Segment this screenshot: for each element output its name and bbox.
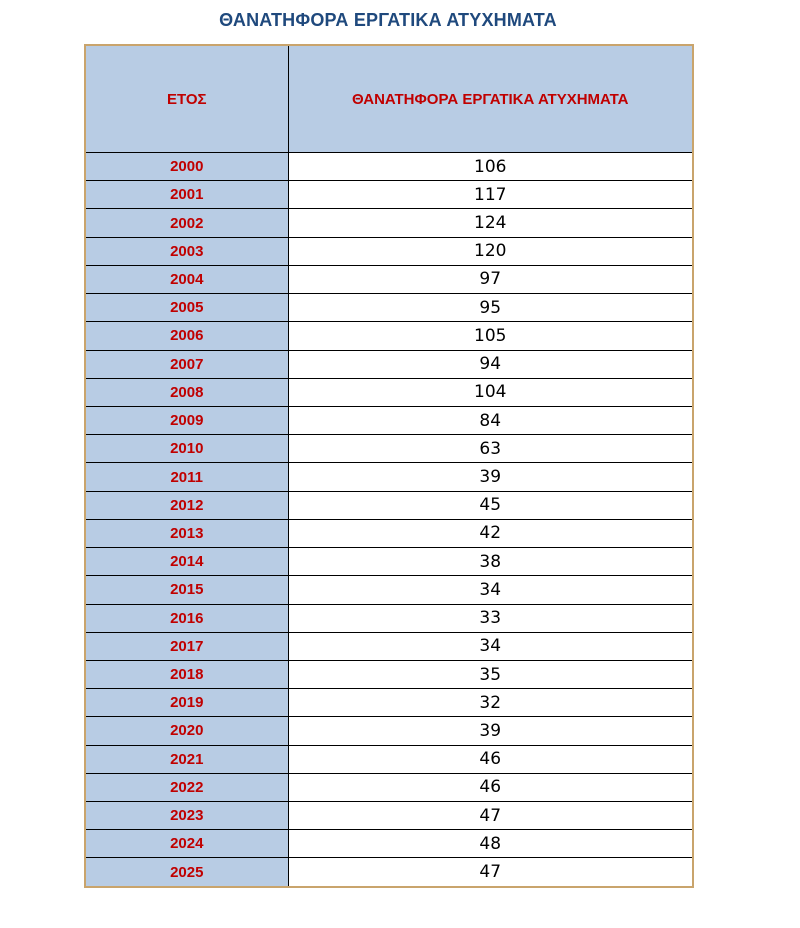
year-cell: 2008: [86, 378, 288, 406]
table-row: [86, 830, 692, 858]
table-row: [86, 153, 692, 181]
table-row: [86, 858, 692, 886]
table-row: [86, 660, 692, 688]
fatal-accidents-cell: 48: [288, 830, 692, 858]
fatal-accidents-cell: 46: [288, 745, 692, 773]
table-row: [86, 322, 692, 350]
year-cell: 2009: [86, 406, 288, 434]
header-year: ΕΤΟΣ: [86, 46, 288, 153]
year-cell: 2012: [86, 491, 288, 519]
fatal-accidents-cell: 46: [288, 773, 692, 801]
table-row: [86, 265, 692, 293]
table-row: [86, 463, 692, 491]
table-row: [86, 604, 692, 632]
year-cell: 2006: [86, 322, 288, 350]
year-cell: 2004: [86, 265, 288, 293]
table-row: [86, 519, 692, 547]
year-cell: 2025: [86, 858, 288, 886]
table-header-row: [86, 46, 692, 153]
year-cell: 2020: [86, 717, 288, 745]
fatal-accidents-table: [86, 46, 692, 886]
fatal-accidents-cell: 42: [288, 519, 692, 547]
table-row: [86, 548, 692, 576]
fatal-accidents-cell: 47: [288, 802, 692, 830]
year-cell: 2024: [86, 830, 288, 858]
fatal-accidents-cell: 124: [288, 209, 692, 237]
fatal-accidents-cell: 39: [288, 717, 692, 745]
fatal-accidents-cell: 47: [288, 858, 692, 886]
table-row: [86, 406, 692, 434]
fatal-accidents-cell: 35: [288, 660, 692, 688]
table-row: [86, 802, 692, 830]
fatal-accidents-cell: 45: [288, 491, 692, 519]
year-cell: 2023: [86, 802, 288, 830]
year-cell: 2001: [86, 181, 288, 209]
table-row: [86, 378, 692, 406]
table-row: [86, 350, 692, 378]
fatal-accidents-cell: 32: [288, 689, 692, 717]
year-cell: 2005: [86, 294, 288, 322]
year-cell: 2022: [86, 773, 288, 801]
year-cell: 2011: [86, 463, 288, 491]
year-cell: 2017: [86, 632, 288, 660]
fatal-accidents-cell: 97: [288, 265, 692, 293]
table-row: [86, 491, 692, 519]
year-cell: 2014: [86, 548, 288, 576]
year-cell: 2018: [86, 660, 288, 688]
fatal-accidents-cell: 104: [288, 378, 692, 406]
fatal-accidents-cell: 94: [288, 350, 692, 378]
header-fatal-accidents: ΘΑΝΑΤΗΦΟΡΑ ΕΡΓΑΤΙΚΑ ΑΤΥΧΗΜΑΤΑ: [288, 46, 692, 153]
table-row: [86, 632, 692, 660]
fatal-accidents-cell: 84: [288, 406, 692, 434]
table-row: [86, 435, 692, 463]
table-row: [86, 209, 692, 237]
fatal-accidents-cell: 117: [288, 181, 692, 209]
fatal-accidents-cell: 39: [288, 463, 692, 491]
page-title: ΘΑΝΑΤΗΦΟΡΑ ΕΡΓΑΤΙΚΑ ΑΤΥΧΗΜΑΤΑ: [219, 10, 557, 30]
table-row: [86, 576, 692, 604]
fatal-accidents-cell: 95: [288, 294, 692, 322]
fatal-accidents-table-frame: [84, 44, 694, 888]
year-cell: 2002: [86, 209, 288, 237]
fatal-accidents-cell: 38: [288, 548, 692, 576]
fatal-accidents-cell: 34: [288, 576, 692, 604]
year-cell: 2013: [86, 519, 288, 547]
fatal-accidents-cell: 33: [288, 604, 692, 632]
fatal-accidents-cell: 34: [288, 632, 692, 660]
table-row: [86, 294, 692, 322]
table-body: [86, 153, 692, 887]
table-row: [86, 717, 692, 745]
year-cell: 2010: [86, 435, 288, 463]
fatal-accidents-cell: 105: [288, 322, 692, 350]
table-row: [86, 689, 692, 717]
table-row: [86, 181, 692, 209]
year-cell: 2021: [86, 745, 288, 773]
table-row: [86, 745, 692, 773]
year-cell: 2003: [86, 237, 288, 265]
year-cell: 2016: [86, 604, 288, 632]
table-row: [86, 237, 692, 265]
year-cell: 2000: [86, 153, 288, 181]
fatal-accidents-cell: 63: [288, 435, 692, 463]
year-cell: 2019: [86, 689, 288, 717]
fatal-accidents-cell: 120: [288, 237, 692, 265]
year-cell: 2007: [86, 350, 288, 378]
table-row: [86, 773, 692, 801]
fatal-accidents-cell: 106: [288, 153, 692, 181]
year-cell: 2015: [86, 576, 288, 604]
